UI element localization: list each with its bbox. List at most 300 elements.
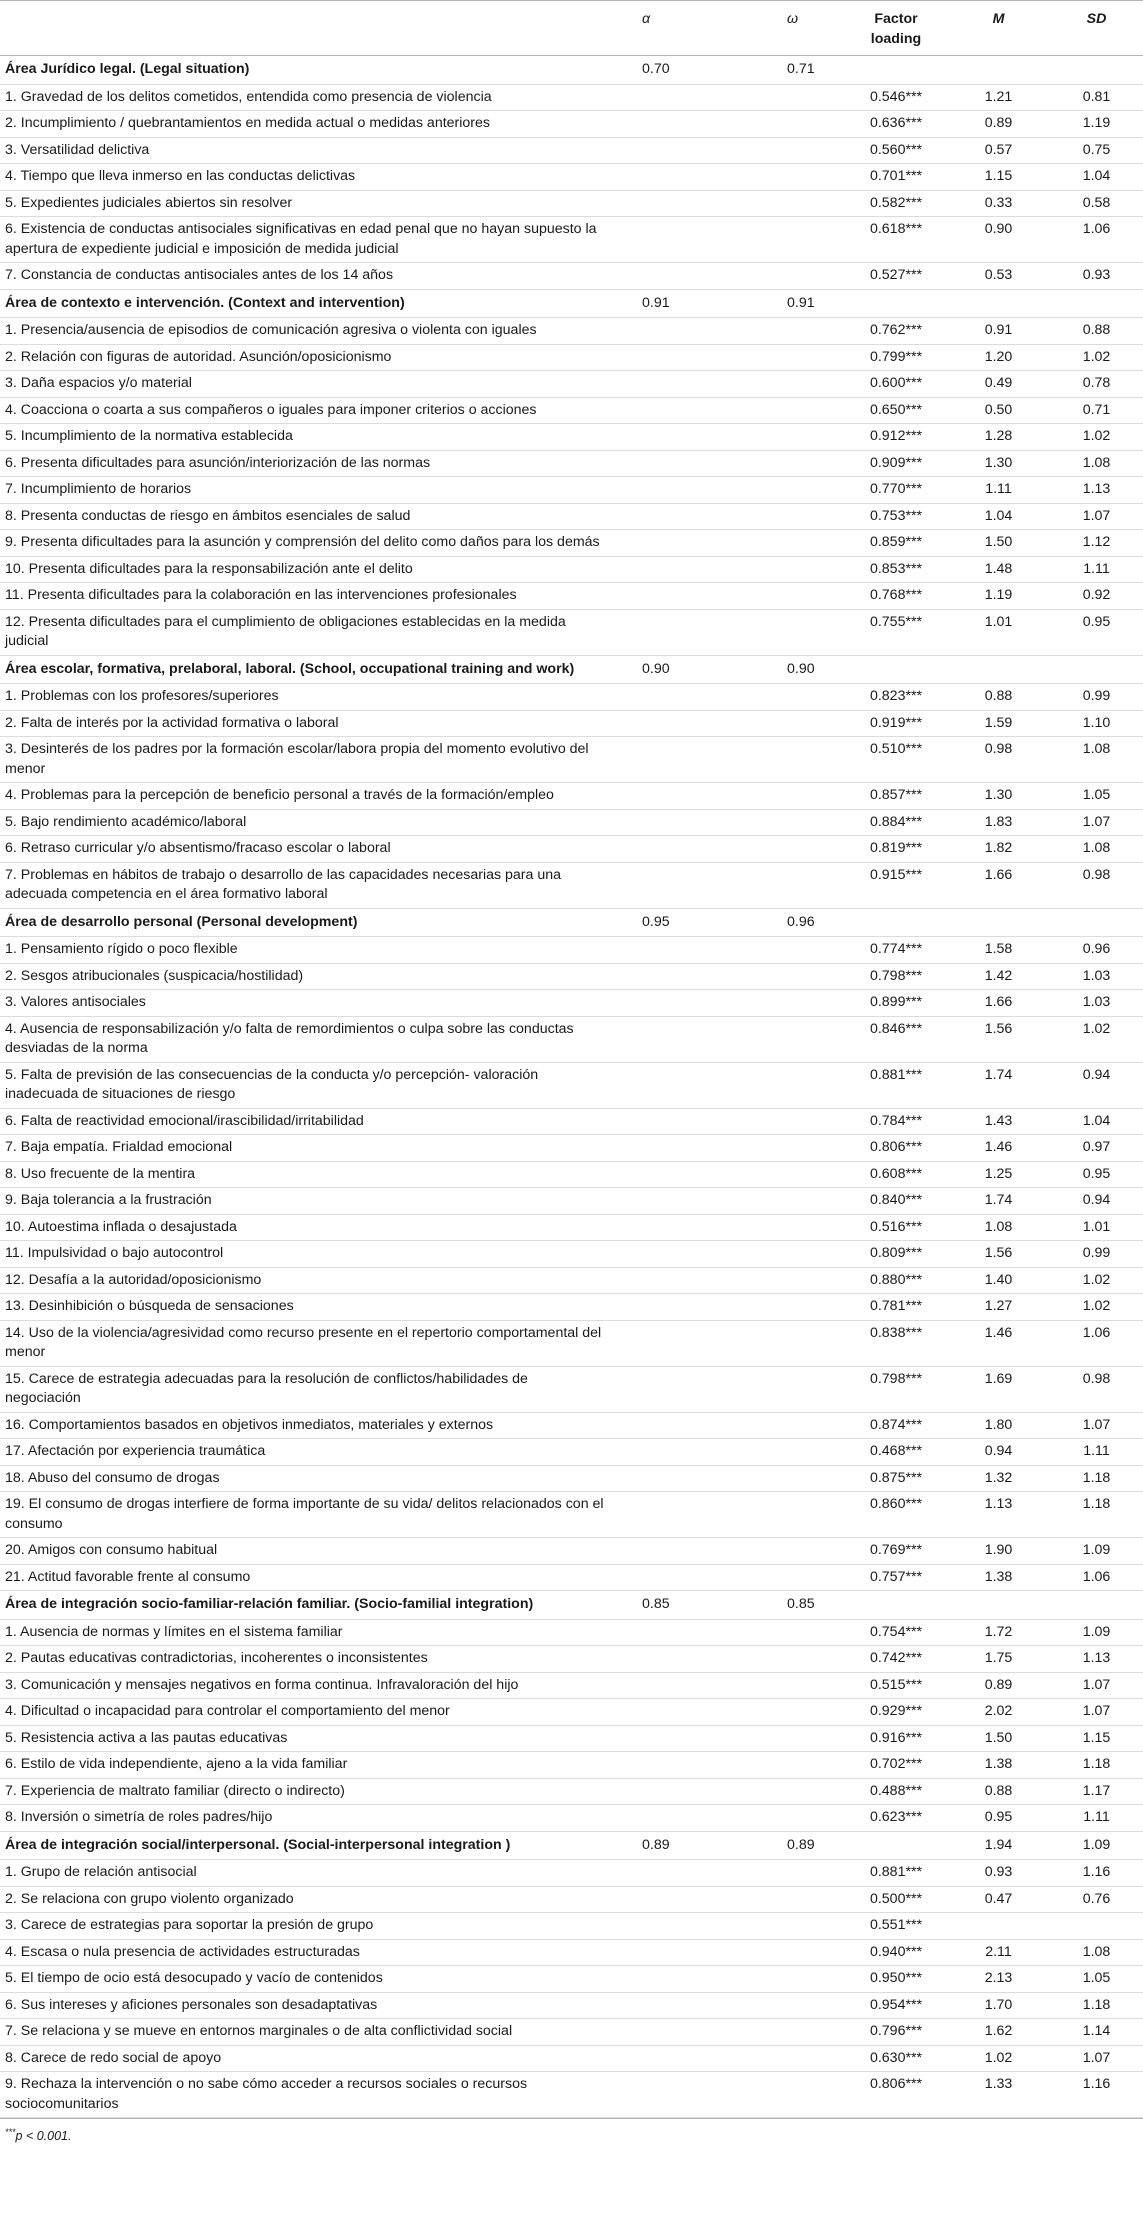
sd-value: 1.02	[1050, 1267, 1143, 1294]
omega-value	[755, 450, 845, 477]
factor-loading-value: 0.912***	[845, 424, 947, 451]
alpha-value	[610, 1366, 755, 1412]
factor-loading-value: 0.954***	[845, 1992, 947, 2019]
omega-value	[755, 344, 845, 371]
alpha-value: 0.95	[610, 908, 755, 937]
omega-value	[755, 1241, 845, 1268]
alpha-value	[610, 809, 755, 836]
mean-value: 1.20	[947, 344, 1050, 371]
factor-loading-value: 0.702***	[845, 1752, 947, 1779]
mean-value: 0.98	[947, 737, 1050, 783]
item-text: 3. Desinterés de los padres por la formación escolar/labora propia del momento evolutivo del menor	[0, 737, 610, 783]
alpha-value: 0.85	[610, 1591, 755, 1620]
sd-value: 1.16	[1050, 1860, 1143, 1887]
omega-value	[755, 1538, 845, 1565]
alpha-value	[610, 318, 755, 345]
mean-value: 0.53	[947, 263, 1050, 290]
alpha-value	[610, 556, 755, 583]
factor-loading-value: 0.919***	[845, 710, 947, 737]
factor-loading-value: 0.488***	[845, 1778, 947, 1805]
mean-value: 1.94	[947, 1831, 1050, 1860]
factor-loading-value: 0.796***	[845, 2019, 947, 2046]
factor-loading-value: 0.838***	[845, 1320, 947, 1366]
table-row	[0, 1320, 1143, 1366]
sd-value: 1.06	[1050, 1564, 1143, 1591]
sd-value: 0.93	[1050, 263, 1143, 290]
alpha-value	[610, 1913, 755, 1940]
sd-value: 0.75	[1050, 137, 1143, 164]
alpha-value	[610, 1062, 755, 1108]
mean-value: 0.88	[947, 1778, 1050, 1805]
factor-loading-value: 0.784***	[845, 1108, 947, 1135]
header-alpha: α	[610, 1, 755, 56]
sd-value: 0.58	[1050, 190, 1143, 217]
alpha-value: 0.70	[610, 56, 755, 85]
alpha-value	[610, 937, 755, 964]
table-row	[0, 530, 1143, 557]
item-text: 5. Resistencia activa a las pautas educativas	[0, 1725, 610, 1752]
mean-value: 0.88	[947, 684, 1050, 711]
omega-value	[755, 530, 845, 557]
alpha-value	[610, 164, 755, 191]
sd-value: 1.03	[1050, 990, 1143, 1017]
factor-loading-value: 0.781***	[845, 1294, 947, 1321]
alpha-value	[610, 371, 755, 398]
item-text: 10. Autoestima inflada o desajustada	[0, 1214, 610, 1241]
sd-value: 1.07	[1050, 1672, 1143, 1699]
omega-value	[755, 1016, 845, 1062]
alpha-value: 0.91	[610, 289, 755, 318]
alpha-value	[610, 1538, 755, 1565]
omega-value	[755, 2045, 845, 2072]
sd-value: 1.07	[1050, 2045, 1143, 2072]
section-row	[0, 1591, 1143, 1620]
factor-loading-value: 0.809***	[845, 1241, 947, 1268]
item-text: 1. Problemas con los profesores/superiores	[0, 684, 610, 711]
factor-loading-value: 0.819***	[845, 836, 947, 863]
item-text: 1. Presencia/ausencia de episodios de comunicación agresiva o violenta con iguales	[0, 318, 610, 345]
sd-value: 1.13	[1050, 1646, 1143, 1673]
item-text: 8. Carece de redo social de apoyo	[0, 2045, 610, 2072]
omega-value	[755, 1619, 845, 1646]
mean-value: 1.82	[947, 836, 1050, 863]
factor-loading-value: 0.798***	[845, 1366, 947, 1412]
alpha-value	[610, 137, 755, 164]
item-text: 6. Falta de reactividad emocional/irascibilidad/irritabilidad	[0, 1108, 610, 1135]
factor-loading-value: 0.546***	[845, 84, 947, 111]
mean-value: 1.50	[947, 1725, 1050, 1752]
factor-loading-value: 0.623***	[845, 1805, 947, 1832]
mean-value: 1.43	[947, 1108, 1050, 1135]
sd-value: 1.01	[1050, 1214, 1143, 1241]
table-row	[0, 1062, 1143, 1108]
table-row	[0, 1188, 1143, 1215]
sd-value: 1.13	[1050, 477, 1143, 504]
table-row	[0, 1913, 1143, 1940]
alpha-value	[610, 344, 755, 371]
mean-value: 1.72	[947, 1619, 1050, 1646]
table-row	[0, 684, 1143, 711]
item-text: 10. Presenta dificultades para la responsabilización ante el delito	[0, 556, 610, 583]
sd-value: 0.78	[1050, 371, 1143, 398]
table-row	[0, 862, 1143, 908]
item-text: 2. Incumplimiento / quebrantamientos en medida actual o medidas anteriores	[0, 111, 610, 138]
sd-value: 1.09	[1050, 1619, 1143, 1646]
item-text: 3. Carece de estrategias para soportar la presión de grupo	[0, 1913, 610, 1940]
alpha-value	[610, 424, 755, 451]
mean-value: 2.11	[947, 1939, 1050, 1966]
omega-value	[755, 1366, 845, 1412]
alpha-value	[610, 1725, 755, 1752]
sd-value: 1.08	[1050, 836, 1143, 863]
table-row	[0, 1886, 1143, 1913]
mean-value: 1.50	[947, 530, 1050, 557]
alpha-value	[610, 1672, 755, 1699]
section-title: Área de contexto e intervención. (Context and intervention)	[0, 289, 610, 318]
table-row	[0, 1939, 1143, 1966]
item-text: 12. Presenta dificultades para el cumplimiento de obligaciones establecidas en la medida judicial	[0, 609, 610, 655]
item-text: 3. Versatilidad delictiva	[0, 137, 610, 164]
sd-value: 1.05	[1050, 783, 1143, 810]
item-text: 8. Uso frecuente de la mentira	[0, 1161, 610, 1188]
factor-loading-value: 0.798***	[845, 963, 947, 990]
mean-value: 0.89	[947, 111, 1050, 138]
table-row	[0, 609, 1143, 655]
factor-loading-value: 0.650***	[845, 397, 947, 424]
sd-value: 0.98	[1050, 862, 1143, 908]
mean-value: 0.57	[947, 137, 1050, 164]
table-row	[0, 737, 1143, 783]
omega-value	[755, 1699, 845, 1726]
omega-value	[755, 1992, 845, 2019]
mean-value: 0.89	[947, 1672, 1050, 1699]
omega-value	[755, 318, 845, 345]
mean-value: 1.74	[947, 1188, 1050, 1215]
sd-value: 1.03	[1050, 963, 1143, 990]
table-row	[0, 397, 1143, 424]
alpha-value	[610, 1860, 755, 1887]
mean-value: 1.19	[947, 583, 1050, 610]
factor-loading-value: 0.846***	[845, 1016, 947, 1062]
mean-value: 0.47	[947, 1886, 1050, 1913]
alpha-value	[610, 1886, 755, 1913]
mean-value	[947, 908, 1050, 937]
omega-value: 0.90	[755, 655, 845, 684]
omega-value	[755, 371, 845, 398]
omega-value	[755, 137, 845, 164]
factor-loading-value: 0.884***	[845, 809, 947, 836]
table-row	[0, 1214, 1143, 1241]
mean-value	[947, 1591, 1050, 1620]
table-row	[0, 710, 1143, 737]
table-row	[0, 1465, 1143, 1492]
factor-loading-value: 0.582***	[845, 190, 947, 217]
omega-value	[755, 1492, 845, 1538]
omega-value: 0.89	[755, 1831, 845, 1860]
item-text: 21. Actitud favorable frente al consumo	[0, 1564, 610, 1591]
alpha-value	[610, 1214, 755, 1241]
factor-loading-value: 0.899***	[845, 990, 947, 1017]
omega-value	[755, 937, 845, 964]
omega-value	[755, 84, 845, 111]
factor-loading-value: 0.630***	[845, 2045, 947, 2072]
sd-value: 1.11	[1050, 556, 1143, 583]
omega-value: 0.91	[755, 289, 845, 318]
mean-value	[947, 56, 1050, 85]
factor-loading-value: 0.875***	[845, 1465, 947, 1492]
sd-value	[1050, 655, 1143, 684]
table-row	[0, 263, 1143, 290]
alpha-value	[610, 1016, 755, 1062]
alpha-value	[610, 1992, 755, 2019]
omega-value	[755, 397, 845, 424]
factor-loading-value: 0.799***	[845, 344, 947, 371]
mean-value: 1.32	[947, 1465, 1050, 1492]
sd-value: 1.05	[1050, 1966, 1143, 1993]
factor-loading-value: 0.881***	[845, 1860, 947, 1887]
section-row	[0, 1831, 1143, 1860]
omega-value	[755, 111, 845, 138]
omega-value	[755, 684, 845, 711]
table-row	[0, 190, 1143, 217]
omega-value	[755, 1439, 845, 1466]
sd-value: 0.94	[1050, 1188, 1143, 1215]
mean-value: 0.94	[947, 1439, 1050, 1466]
item-text: 9. Rechaza la intervención o no sabe cómo acceder a recursos sociales o recursos sociocomunitarios	[0, 2072, 610, 2118]
sd-value: 0.94	[1050, 1062, 1143, 1108]
factor-loading-value: 0.753***	[845, 503, 947, 530]
factor-loading-value: 0.755***	[845, 609, 947, 655]
alpha-value	[610, 737, 755, 783]
table-row	[0, 836, 1143, 863]
sd-value: 0.98	[1050, 1366, 1143, 1412]
table-row	[0, 1725, 1143, 1752]
table-row	[0, 1366, 1143, 1412]
alpha-value	[610, 111, 755, 138]
sd-value: 1.02	[1050, 1016, 1143, 1062]
item-text: 3. Valores antisociales	[0, 990, 610, 1017]
table-row	[0, 1161, 1143, 1188]
sd-value: 0.95	[1050, 609, 1143, 655]
sd-value: 1.04	[1050, 1108, 1143, 1135]
mean-value: 0.93	[947, 1860, 1050, 1887]
table-row	[0, 1672, 1143, 1699]
omega-value: 0.96	[755, 908, 845, 937]
omega-value	[755, 1886, 845, 1913]
factor-loading-value: 0.527***	[845, 263, 947, 290]
alpha-value	[610, 1966, 755, 1993]
omega-value	[755, 1966, 845, 1993]
mean-value: 1.02	[947, 2045, 1050, 2072]
item-text: 2. Sesgos atribucionales (suspicacia/hostilidad)	[0, 963, 610, 990]
sd-value: 1.10	[1050, 710, 1143, 737]
alpha-value	[610, 1465, 755, 1492]
alpha-value	[610, 1699, 755, 1726]
mean-value: 1.28	[947, 424, 1050, 451]
alpha-value	[610, 836, 755, 863]
mean-value: 1.62	[947, 2019, 1050, 2046]
mean-value: 0.95	[947, 1805, 1050, 1832]
item-text: 11. Impulsividad o bajo autocontrol	[0, 1241, 610, 1268]
table-row	[0, 1241, 1143, 1268]
factor-loading-value: 0.757***	[845, 1564, 947, 1591]
omega-value	[755, 737, 845, 783]
table-row	[0, 84, 1143, 111]
alpha-value	[610, 1492, 755, 1538]
factor-loading-value	[845, 908, 947, 937]
mean-value: 1.42	[947, 963, 1050, 990]
mean-value: 1.83	[947, 809, 1050, 836]
mean-value: 1.56	[947, 1241, 1050, 1268]
mean-value: 1.27	[947, 1294, 1050, 1321]
section-row	[0, 655, 1143, 684]
factor-loading-value: 0.916***	[845, 1725, 947, 1752]
alpha-value	[610, 862, 755, 908]
header-mean: M	[947, 1, 1050, 56]
table-row	[0, 503, 1143, 530]
factor-loading-value: 0.940***	[845, 1939, 947, 1966]
mean-value: 1.58	[947, 937, 1050, 964]
item-text: 5. Expedientes judiciales abiertos sin resolver	[0, 190, 610, 217]
sd-value: 1.11	[1050, 1439, 1143, 1466]
table-row	[0, 450, 1143, 477]
item-text: 1. Grupo de relación antisocial	[0, 1860, 610, 1887]
sd-value	[1050, 908, 1143, 937]
omega-value	[755, 1939, 845, 1966]
alpha-value	[610, 477, 755, 504]
factor-loading-value	[845, 56, 947, 85]
sd-value: 1.18	[1050, 1492, 1143, 1538]
mean-value: 1.30	[947, 783, 1050, 810]
mean-value: 1.69	[947, 1366, 1050, 1412]
alpha-value	[610, 263, 755, 290]
sd-value: 1.18	[1050, 1465, 1143, 1492]
omega-value	[755, 1564, 845, 1591]
mean-value: 0.50	[947, 397, 1050, 424]
item-text: 6. Retraso curricular y/o absentismo/fracaso escolar o laboral	[0, 836, 610, 863]
factor-loading-value	[845, 1591, 947, 1620]
sd-value: 1.07	[1050, 1412, 1143, 1439]
factor-loading-value	[845, 289, 947, 318]
table-row	[0, 583, 1143, 610]
mean-value: 1.11	[947, 477, 1050, 504]
omega-value	[755, 1465, 845, 1492]
alpha-value	[610, 1564, 755, 1591]
sd-value: 1.19	[1050, 111, 1143, 138]
omega-value	[755, 477, 845, 504]
table-row	[0, 477, 1143, 504]
omega-value	[755, 1913, 845, 1940]
table-row	[0, 371, 1143, 398]
item-text: 4. Dificultad o incapacidad para controlar el comportamiento del menor	[0, 1699, 610, 1726]
alpha-value	[610, 2072, 755, 2118]
table-row	[0, 1619, 1143, 1646]
mean-value: 1.15	[947, 164, 1050, 191]
alpha-value	[610, 450, 755, 477]
item-text: 3. Comunicación y mensajes negativos en forma continua. Infravaloración del hijo	[0, 1672, 610, 1699]
item-text: 7. Se relaciona y se mueve en entornos marginales o de alta conflictividad social	[0, 2019, 610, 2046]
alpha-value	[610, 1752, 755, 1779]
sd-value	[1050, 1591, 1143, 1620]
omega-value	[755, 1320, 845, 1366]
alpha-value	[610, 190, 755, 217]
mean-value: 1.75	[947, 1646, 1050, 1673]
alpha-value	[610, 1188, 755, 1215]
factor-loading-value: 0.823***	[845, 684, 947, 711]
table-row	[0, 2045, 1143, 2072]
alpha-value	[610, 1939, 755, 1966]
table-row	[0, 1412, 1143, 1439]
alpha-value	[610, 609, 755, 655]
item-text: 3. Daña espacios y/o material	[0, 371, 610, 398]
factor-loading-value: 0.880***	[845, 1267, 947, 1294]
mean-value: 0.90	[947, 217, 1050, 263]
item-text: 5. El tiempo de ocio está desocupado y vacío de contenidos	[0, 1966, 610, 1993]
omega-value	[755, 1672, 845, 1699]
alpha-value	[610, 1619, 755, 1646]
table-row	[0, 164, 1143, 191]
omega-value	[755, 583, 845, 610]
sd-value: 1.08	[1050, 737, 1143, 783]
alpha-value	[610, 1161, 755, 1188]
item-text: 2. Se relaciona con grupo violento organizado	[0, 1886, 610, 1913]
mean-value: 0.33	[947, 190, 1050, 217]
sd-value	[1050, 289, 1143, 318]
alpha-value	[610, 217, 755, 263]
omega-value	[755, 1725, 845, 1752]
item-text: 7. Problemas en hábitos de trabajo o desarrollo de las capacidades necesarias para una adecuada competencia en el área formativo laboral	[0, 862, 610, 908]
alpha-value	[610, 963, 755, 990]
item-text: 1. Pensamiento rígido o poco flexible	[0, 937, 610, 964]
alpha-value	[610, 1412, 755, 1439]
section-title: Área Jurídico legal. (Legal situation)	[0, 56, 610, 85]
sd-value: 1.02	[1050, 344, 1143, 371]
table-row	[0, 1860, 1143, 1887]
factor-loading-value: 0.754***	[845, 1619, 947, 1646]
item-text: 18. Abuso del consumo de drogas	[0, 1465, 610, 1492]
mean-value: 1.46	[947, 1135, 1050, 1162]
sd-value: 0.99	[1050, 684, 1143, 711]
omega-value	[755, 783, 845, 810]
mean-value: 1.66	[947, 862, 1050, 908]
omega-value	[755, 1267, 845, 1294]
alpha-value	[610, 1439, 755, 1466]
table-row	[0, 111, 1143, 138]
factor-loading-value: 0.515***	[845, 1672, 947, 1699]
omega-value	[755, 1860, 845, 1887]
omega-value	[755, 1752, 845, 1779]
header-row	[0, 1, 1143, 56]
omega-value	[755, 556, 845, 583]
omega-value	[755, 217, 845, 263]
table-row	[0, 1646, 1143, 1673]
factor-loading-value: 0.774***	[845, 937, 947, 964]
mean-value: 1.66	[947, 990, 1050, 1017]
omega-value	[755, 164, 845, 191]
factor-loading-value: 0.701***	[845, 164, 947, 191]
table-row	[0, 1267, 1143, 1294]
sd-value: 1.17	[1050, 1778, 1143, 1805]
item-text: 8. Presenta conductas de riesgo en ámbitos esenciales de salud	[0, 503, 610, 530]
factor-loading-value: 0.560***	[845, 137, 947, 164]
sd-value: 1.18	[1050, 1992, 1143, 2019]
table-row	[0, 424, 1143, 451]
item-text: 6. Existencia de conductas antisociales significativas en edad penal que no hayan supuesto la apertura de expediente judicial e imposición de medida judicial	[0, 217, 610, 263]
item-text: 5. Bajo rendimiento académico/laboral	[0, 809, 610, 836]
mean-value: 1.01	[947, 609, 1050, 655]
alpha-value	[610, 1805, 755, 1832]
table-row	[0, 1564, 1143, 1591]
